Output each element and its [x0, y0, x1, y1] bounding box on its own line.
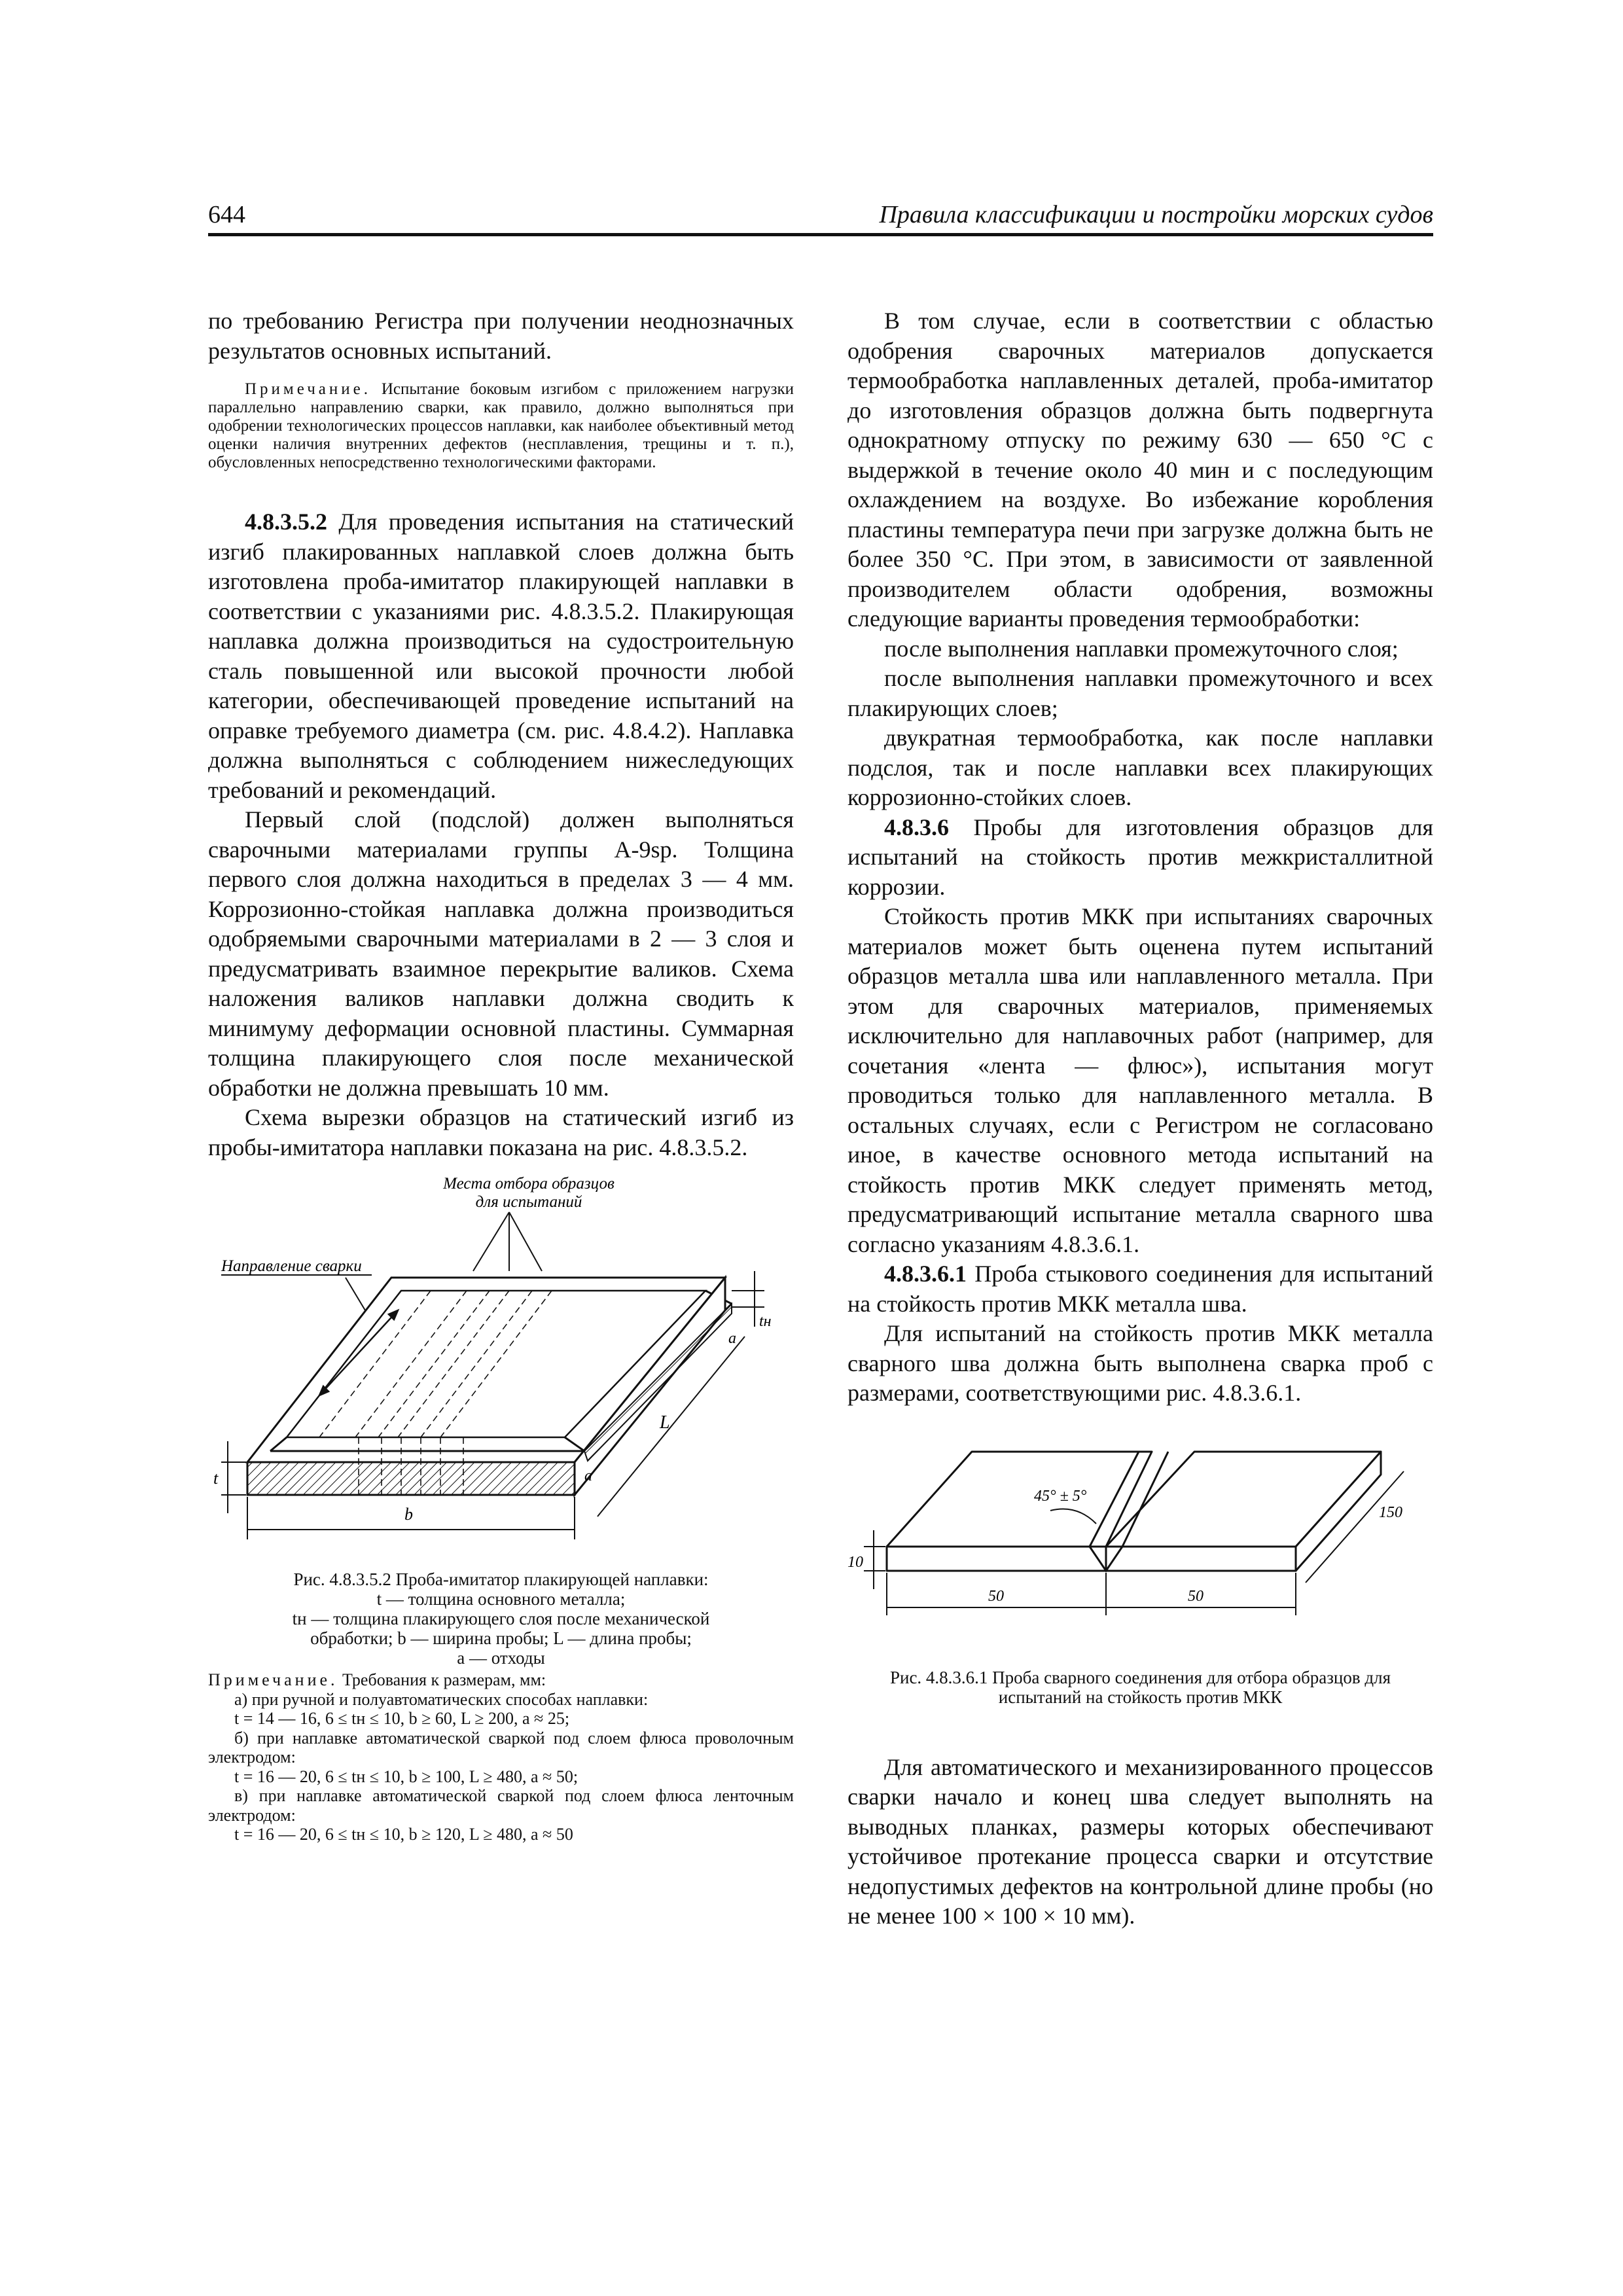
section-4-8-3-6-1 [847, 1259, 1433, 1319]
section-4-8-3-5-2 [208, 507, 794, 805]
left-column [208, 306, 794, 1844]
paragraph-auto-welding: Для автоматического и механизированного процессов сварки начало и конец шва следует выполнять на выводных планках, размеры которых обеспечивают устойчивое протекание процесса сварки и отсутствие недопустимых дефектов на контрольной длине пробы (но не менее 100 × 100 × 10 мм). [847, 1753, 1433, 1929]
dim-50 [887, 1573, 1296, 1615]
dim-t [221, 1441, 246, 1513]
paragraph-first-layer: Первый слой (подслой) должен выполняться сварочными материалами группы А-9sp. Толщина первого слоя должна находиться в пределах 3 — 4 мм. Коррозионно-стойкая наплавка должна производиться одобряемыми сварочными материалами в 2 — 3 слоя и предусматривать взаимное перекрытие валиков. Схема наложения валиков наплавки должна сводить к минимуму деформации основной пластины. Суммарная толщина плакирующего слоя после механической обработки не должна превышать 10 мм. [208, 806, 794, 1101]
figure-note-1 [208, 1670, 794, 1844]
caption-line: tн — толщина плакирующего слоя после механической [292, 1609, 710, 1628]
note-label: Примечание. [208, 1670, 338, 1689]
label-50-right: 50 [1188, 1587, 1204, 1605]
paragraph-continuation: по требованию Регистра при получении неоднозначных результатов основных испытаний. [208, 308, 794, 364]
dim-10 [864, 1530, 885, 1589]
caption-line: t — толщина основного металла; [376, 1589, 626, 1609]
direction-leader [346, 1278, 365, 1310]
option-1: после выполнения наплавки промежуточного слоя; [884, 635, 1399, 662]
label-weld-direction: Направление сварки [221, 1257, 362, 1275]
right-column [847, 306, 1433, 1931]
figure-caption-1 [208, 1570, 794, 1668]
label-tn: tн [759, 1313, 772, 1330]
note-item: а) при ручной и полуавтоматических способах наплавки: [234, 1689, 649, 1709]
caption-line: испытаний на стойкость против МКК [998, 1687, 1283, 1707]
caption-line: a — отходы [457, 1648, 545, 1668]
paragraph-weld-test: Для испытаний на стойкость против МКК металла сварного шва должна быть выполнена сварка проб с размерами, соответствующими рис. 4.8.3.6.1. [847, 1320, 1433, 1406]
label-a-lower: a [584, 1467, 592, 1484]
note-item: в) при наплавке автоматической сваркой под слоем флюса ленточным электродом: [208, 1786, 794, 1825]
paragraph-heat-treatment: В том случае, если в соответствии с областью одобрения сварочных материалов допускается термообработка наплавленных деталей, проба-имитатор до изготовления образцов должна быть подвергнута однократному отпуску по режиму 630 — 650 °С с выдержкой в течение около 40 мин и с последующим охлаждением на воздухе. Во избежание коробления пластины температура печи при загрузке должна быть не более 350 °С. При этом, в зависимости от заявленной производителем области одобрения, возможны следующие варианты проведения термообработки: [847, 308, 1433, 632]
label-L: L [660, 1412, 670, 1433]
section-number: 4.8.3.6.1 [884, 1261, 967, 1287]
header-rule [208, 233, 1433, 236]
note-item: б) при наплавке автоматической сваркой под слоем флюса проволочным электродом: [208, 1728, 794, 1767]
label-angle: 45° ± 5° [1034, 1487, 1087, 1505]
caption-line: Рис. 4.8.3.6.1 Проба сварного соединения для отбора образцов для [889, 1667, 1391, 1687]
section-number: 4.8.3.6 [884, 814, 949, 840]
paragraph-scheme: Схема вырезки образцов на статический изгиб из пробы-имитатора наплавки показана на рис. 4.8.3.5.2. [208, 1104, 794, 1160]
note-intro: Требования к размерам, мм: [342, 1670, 546, 1689]
figure-caption-2 [847, 1668, 1433, 1707]
label-t: t [213, 1469, 219, 1488]
note-values: t = 14 — 16, 6 ≤ tн ≤ 10, b ≥ 60, L ≥ 200, a ≈ 25; [234, 1709, 570, 1728]
section-text: Проба стыкового соединения для испытаний на стойкость против МКК металла шва. [847, 1261, 1434, 1317]
label-150: 150 [1379, 1503, 1402, 1521]
label-10: 10 [847, 1553, 863, 1571]
label-a-upper: a [728, 1330, 736, 1347]
label-sampling-2: для испытаний [475, 1193, 582, 1211]
note-values: t = 16 — 20, 6 ≤ tн ≤ 10, b ≥ 120, L ≥ 480, a ≈ 50 [234, 1825, 573, 1844]
section-number: 4.8.3.5.2 [245, 509, 327, 535]
note-values: t = 16 — 20, 6 ≤ tн ≤ 10, b ≥ 100, L ≥ 480, a ≈ 50; [234, 1767, 579, 1786]
note-text: Испытание боковым изгибом с приложением нагрузки параллельно направлению сварки, как правило, должно выполняться при одобрении технологических процессов наплавки, как наиболее объективный метод оценки наличия внутренних дефектов (несплавления, трещины и т. п.), обусловленных непосредственно технологическими факторами. [208, 380, 794, 471]
running-title: Правила классификации и постройки морских судов [879, 201, 1433, 228]
caption-line: обработки; b — ширина пробы; L — длина пробы; [310, 1628, 692, 1648]
section-text: Пробы для изготовления образцов для испытаний на стойкость против межкристаллитной коррозии. [847, 814, 1433, 900]
figure-cladding-specimen [208, 1173, 794, 1566]
label-b: b [404, 1505, 413, 1524]
page-number: 644 [208, 201, 245, 228]
section-text: Для проведения испытания на статический изгиб плакированных наплавкой слоев должна быть изготовлена проба-имитатор плакирующей наплавки в соответствии с указаниями рис. 4.8.3.5.2. Плакирующая наплавка должна производиться на судостроительную сталь повышенной или высокой прочности любой категории, обеспечивающей проведение испытаний на оправке требуемого диаметра (см. рис. 4.8.4.2). Наплавка должна выполняться с соблюдением нижеследующих требований и рекомендаций. [208, 509, 794, 803]
note-label: Примечание. [245, 380, 372, 398]
label-50-left: 50 [988, 1587, 1004, 1605]
label-sampling-1: Места отбора образцов [443, 1175, 615, 1193]
section-4-8-3-6 [847, 813, 1433, 903]
paragraph-mkk: Стойкость против МКК при испытаниях сварочных материалов может быть оценена путем испытаний образцов металла шва или наплавленного металла. При этом для сварочных материалов, применяемых исключительно для наплавочных работ (например, для сочетания «лента — флюс»), испытания могут проводиться только для наплавленного металла. В остальных случаях, если с Регистром не согласовано иное, в качестве основного метода испытаний на стойкость против МКК следует применять метод, предусматривающий испытание металла сварного шва согласно указаниям 4.8.3.6.1. [847, 903, 1433, 1257]
note-side-bend [208, 380, 794, 472]
option-2: после выполнения наплавки промежуточного и всех плакирующих слоев; [847, 665, 1433, 721]
caption-line: Рис. 4.8.3.5.2 Проба-имитатор плакирующей наплавки: [293, 1570, 709, 1589]
figure-butt-joint [847, 1426, 1433, 1661]
sampling-leaders [473, 1212, 542, 1271]
option-3: двукратная термообработка, как после наплавки подслоя, так и после наплавки всех плакирующих коррозионно-стойких слоев. [847, 725, 1433, 810]
butt-joint-plates [887, 1452, 1381, 1571]
